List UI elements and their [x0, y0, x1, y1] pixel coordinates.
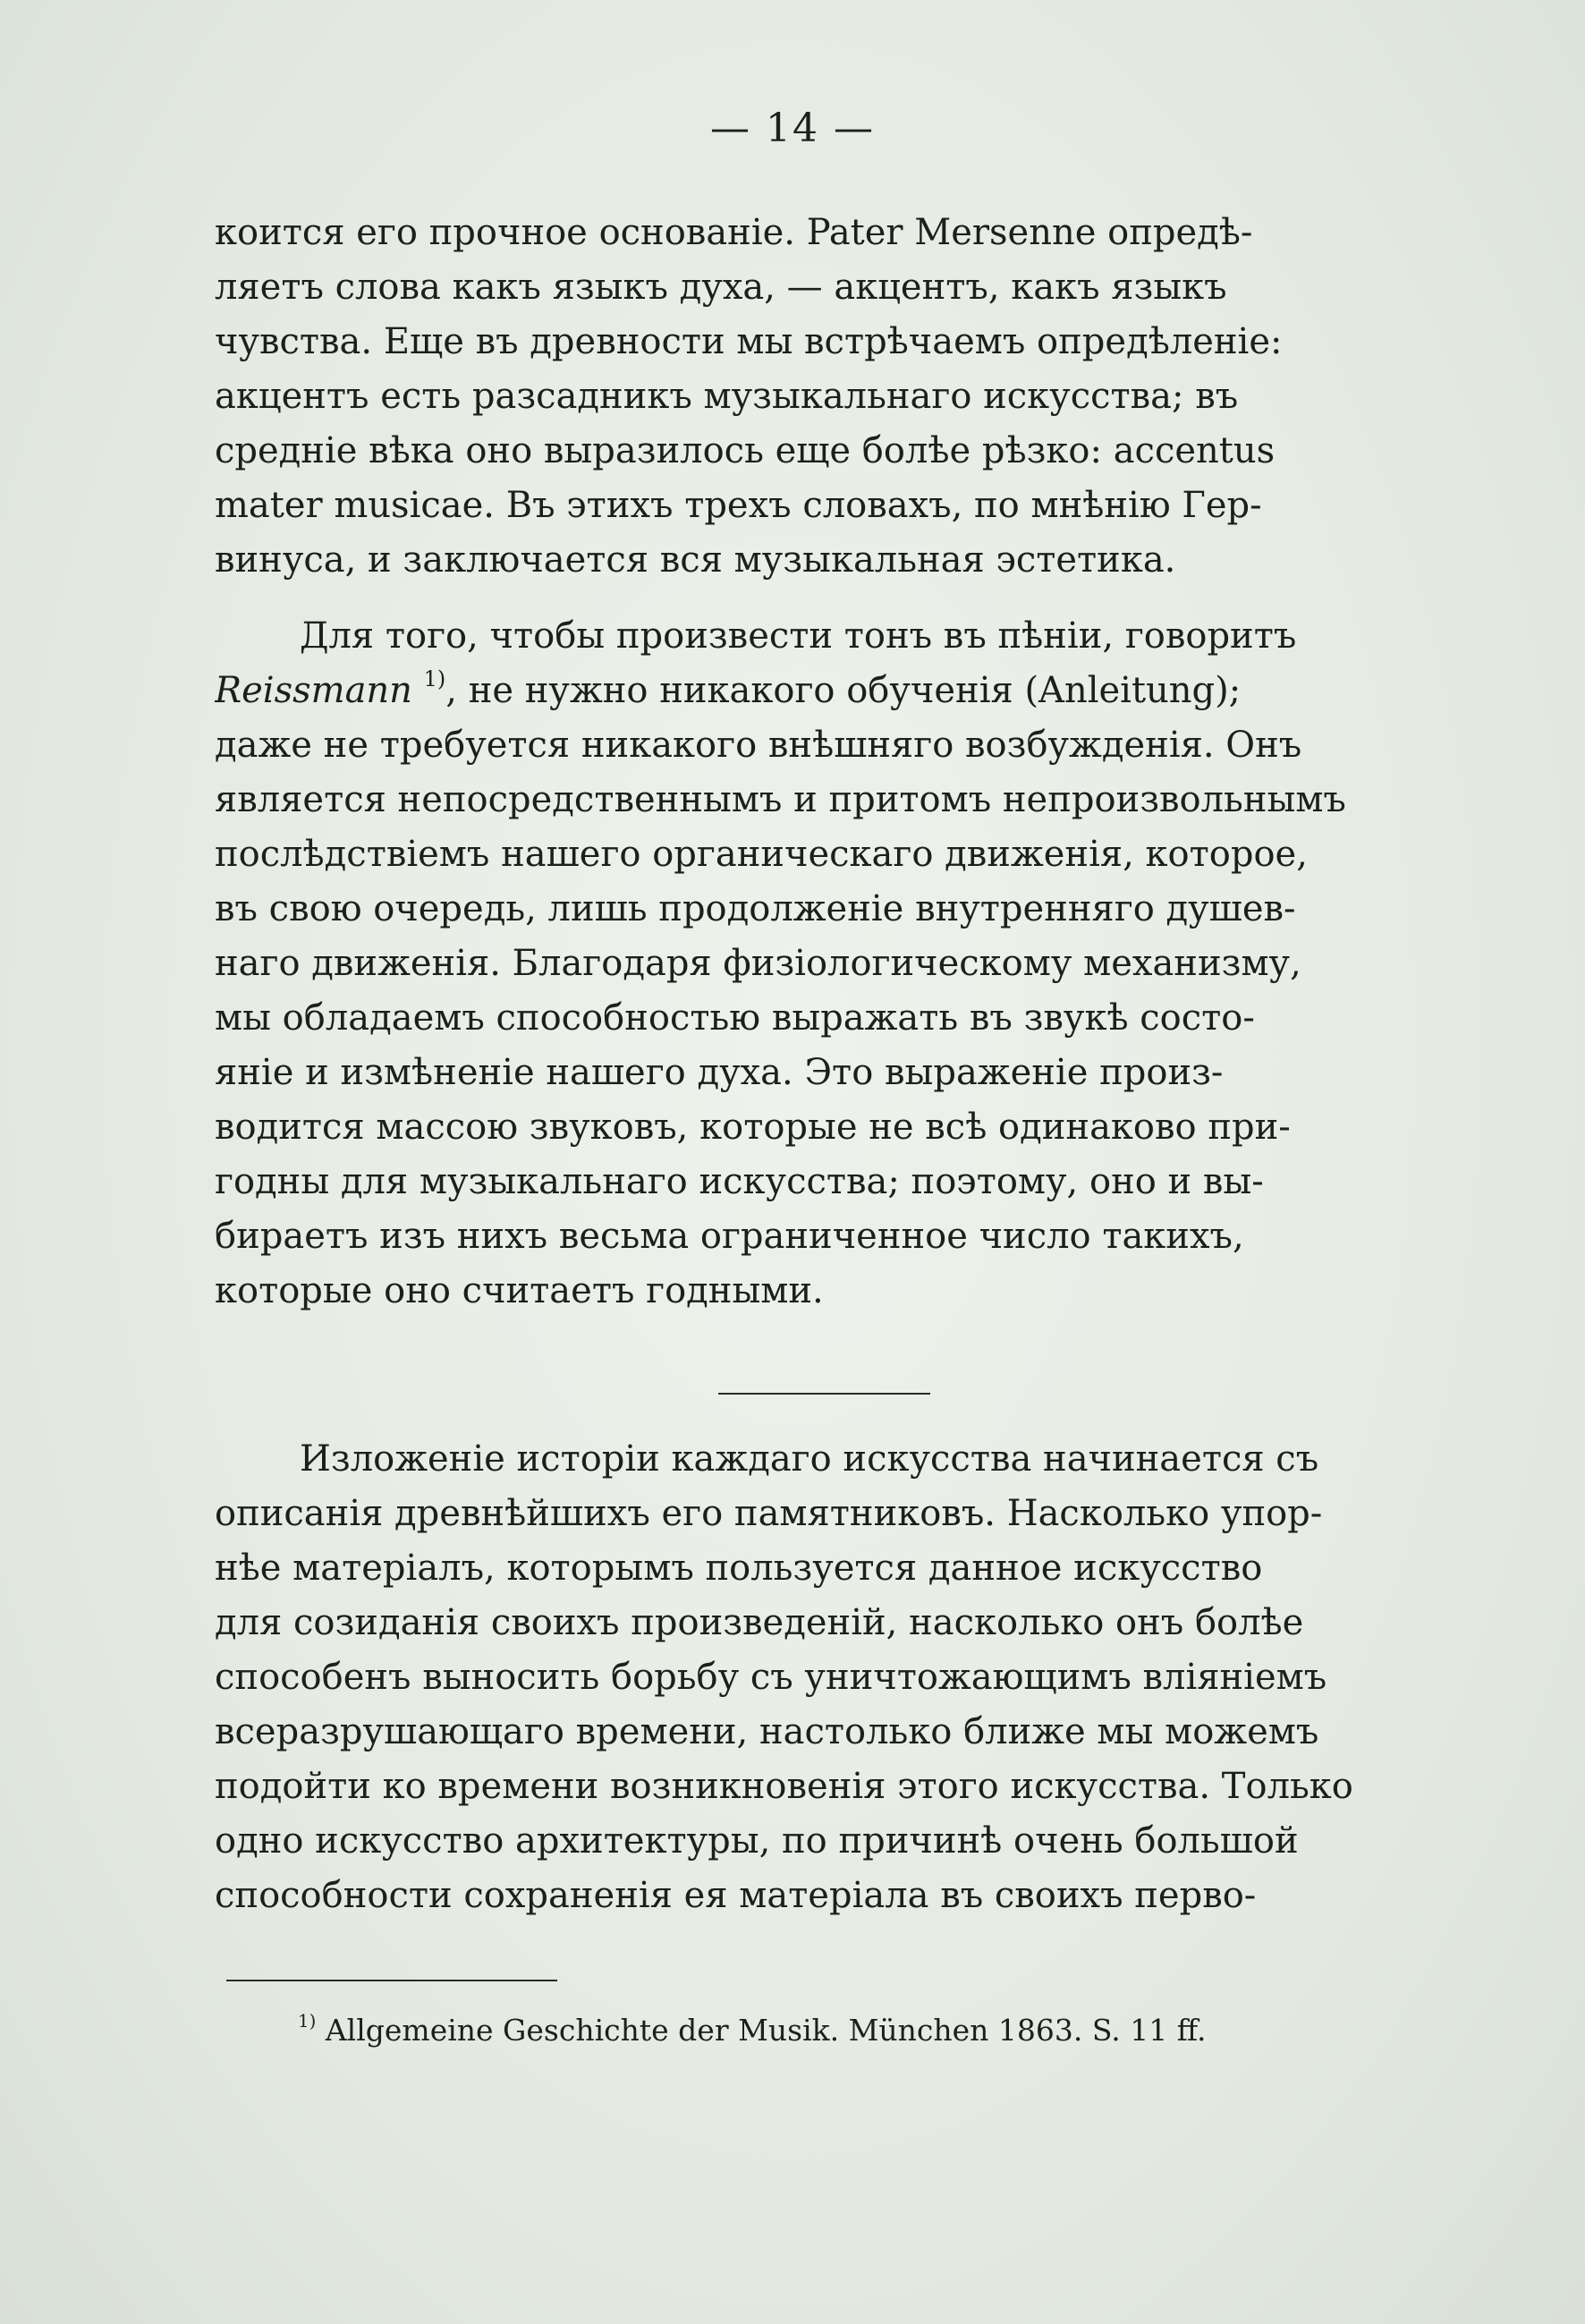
text-line: которые оно считаетъ годными.: [215, 1270, 824, 1311]
text-line: наго движенія. Благодаря физіологическому механизму,: [215, 943, 1301, 984]
footnote-reference: 1): [423, 666, 446, 691]
text-line: даже не требуется никакого внѣшняго возбужденія. Онъ: [215, 725, 1302, 766]
text-line: способности сохраненія ея матеріала въ своихъ перво-: [215, 1875, 1257, 1916]
citation-lead-text: Для того, чтобы произвести тонъ въ пѣніи, говоритъ: [300, 615, 1297, 657]
text-line: является непосредственнымъ и притомъ непроизвольнымъ: [215, 779, 1346, 820]
text-line: коится его прочное основаніе. Pater Mersenne опредѣ-: [215, 212, 1253, 253]
footnote-mark: 1): [298, 2011, 317, 2032]
text-line: въ свою очередь, лишь продолженіе внутренняго душев-: [215, 888, 1296, 929]
footnote-text: Allgemeine Geschichte der Musik. München 1863. S. 11 ff.: [316, 2013, 1207, 2048]
text-line: описанія древнѣйшихъ его памятниковъ. Насколько упор-: [215, 1493, 1323, 1534]
cited-author: Reissmann: [215, 670, 412, 711]
text-line: средніе вѣка оно выразилось еще болѣе рѣзко: accentus: [215, 430, 1276, 471]
text-line: для созиданія своихъ произведеній, насколько онъ болѣе: [215, 1602, 1304, 1643]
footnote-divider: [226, 1980, 557, 1981]
paragraph-2: [215, 609, 1422, 1319]
text-line: яніе и измѣненіе нашего духа. Это выраженіе произ-: [215, 1052, 1224, 1093]
text-line: Изложеніе исторіи каждаго искусства начинается съ: [300, 1438, 1319, 1480]
text-line: послѣдствіемъ нашего органическаго движенія, которое,: [215, 834, 1308, 875]
text-line: акцентъ есть разсадникъ музыкальнаго искусства; въ: [215, 376, 1239, 417]
text-line: нѣе матеріалъ, которымъ пользуется данное искусство: [215, 1548, 1263, 1589]
text-line: подойти ко времени возникновенія этого искусства. Только: [215, 1766, 1353, 1807]
text-line: мы обладаемъ способностью выражать въ звукѣ состо-: [215, 997, 1255, 1039]
text-line: ляетъ слова какъ языкъ духа, — акцентъ, какъ языкъ: [215, 267, 1227, 308]
text-line: годны для музыкальнаго искусства; поэтому, оно и вы-: [215, 1161, 1264, 1202]
text-line: винуса, и заключается вся музыкальная эстетика.: [215, 539, 1176, 581]
text-line: mater musicae. Въ этихъ трехъ словахъ, по мнѣнію Гер-: [215, 485, 1262, 526]
text-line-with-citation: [215, 609, 1422, 718]
section-divider: [718, 1393, 930, 1395]
paragraph-1: [215, 206, 1422, 588]
text-line: водится массою звуковъ, которые не всѣ одинаково при-: [215, 1107, 1291, 1148]
text-line: способенъ выносить борьбу съ уничтожающимъ вліяніемъ: [215, 1657, 1327, 1698]
paragraph-3: [215, 1432, 1422, 1923]
page-number: — 14 —: [710, 106, 875, 151]
text-line: одно искусство архитектуры, по причинѣ очень большой: [215, 1820, 1299, 1862]
text-line: чувства. Еще въ древности мы встрѣчаемъ опредѣленіе:: [215, 321, 1283, 362]
footnote: [298, 2008, 1461, 2053]
text-line: всеразрушающаго времени, настолько ближе мы можемъ: [215, 1711, 1319, 1752]
citation-trail-text: , не нужно никакого обученія (Anleitung);: [445, 670, 1242, 711]
text-line: бираетъ изъ нихъ весьма ограниченное число такихъ,: [215, 1216, 1244, 1257]
